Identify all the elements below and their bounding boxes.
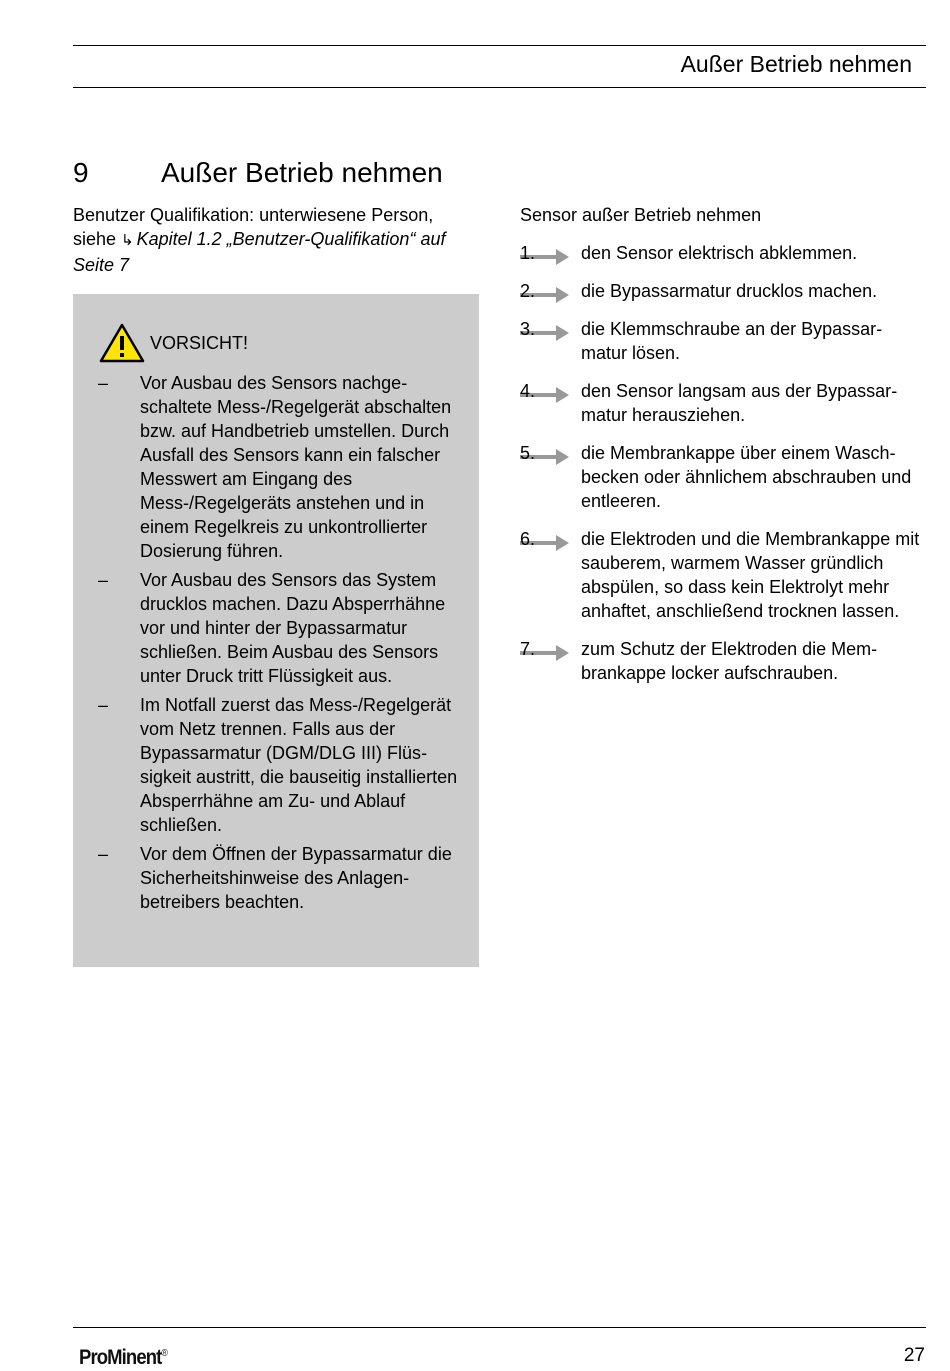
- qualification-label: Benutzer Qualifikation:: [73, 205, 255, 225]
- footer-rule: [73, 1327, 926, 1328]
- caution-item-text: Vor Ausbau des Sensors nachgeschaltete Mess-/Regelgerät abschalten bzw. auf Handbetrieb umstellen. Durch Ausfall des Sensors kann ein falscher Messwert am Eingang des Mess-/Regelgeräts anstehen und in einem Regelkreis zu unkontrollierter Dosierung führen.: [140, 373, 452, 561]
- caution-list: [73, 371, 479, 919]
- procedure-title: Sensor außer Betrieb nehmen: [520, 205, 762, 225]
- procedure-step: [520, 441, 920, 513]
- step-text: den Sensor langsam aus der Bypassarmatur herausziehen.: [581, 381, 898, 425]
- caution-item: [73, 842, 479, 914]
- procedure-step: [520, 279, 920, 303]
- header-top-rule: [73, 45, 926, 46]
- qualification-text: unterwiesene Person, siehe: [73, 205, 434, 249]
- step-text: die Klemmschraube an der Bypassarmatur lösen.: [581, 319, 883, 363]
- chapter-reference-text: Kapitel 1.2 „Benutzer-Qualifikation“ auf Seite 7: [73, 229, 446, 275]
- running-header-title: Außer Betrieb nehmen: [680, 51, 912, 77]
- chapter-number: 9: [73, 157, 89, 188]
- step-number: 4.: [520, 381, 536, 401]
- step-text: den Sensor elektrisch abklemmen.: [581, 243, 858, 263]
- step-number: 7.: [520, 639, 536, 659]
- procedure-step: [520, 317, 920, 365]
- step-number: 5.: [520, 443, 536, 463]
- link-arrow-icon: ↳: [121, 232, 134, 249]
- procedure-step: [520, 379, 920, 427]
- bullet-dash: –: [98, 373, 109, 393]
- header-bottom-rule: [73, 87, 926, 88]
- step-number: 3.: [520, 319, 536, 339]
- step-text: die Elektroden und die Membrankappe mit sauberem, warmem Wasser gründlich abspülen, so dass kein Elektrolyt mehr anhaftet, anschließend trocknen lassen.: [581, 529, 920, 621]
- step-number: 6.: [520, 529, 536, 549]
- logo-text: ProMinent: [79, 1346, 162, 1369]
- caution-item: [73, 693, 479, 837]
- caution-item-text: Vor dem Öffnen der Bypassarmatur die Sicherheitshinweise des Anlagenbetreibers beachten.: [140, 844, 452, 912]
- caution-signal-word: VORSICHT!: [150, 333, 249, 353]
- procedure-step: [520, 637, 920, 685]
- caution-box: [73, 294, 479, 967]
- page-number: 27: [903, 1345, 925, 1366]
- warning-triangle-icon: [99, 323, 145, 363]
- step-text: die Bypassarmatur drucklos machen.: [581, 281, 878, 301]
- bullet-dash: –: [98, 570, 109, 590]
- step-text: zum Schutz der Elektroden die Membrankappe locker aufschrauben.: [581, 639, 878, 683]
- chapter-reference-link[interactable]: [73, 229, 445, 275]
- caution-item: [73, 371, 479, 563]
- chapter-title: Außer Betrieb nehmen: [161, 157, 443, 188]
- step-number: 2.: [520, 281, 536, 301]
- bullet-dash: –: [98, 695, 109, 715]
- registered-mark: ®: [161, 1348, 168, 1359]
- step-text: die Membrankappe über einem Waschbecken oder ähnlichem abschrauben und entleeren.: [581, 443, 912, 511]
- caution-item: [73, 568, 479, 688]
- user-qualification: [73, 203, 479, 277]
- caution-item-text: Vor Ausbau des Sensors das System drucklos machen. Dazu Absperrhähne vor und hinter der Bypassarmatur schließen. Beim Ausbau des Sensors unter Druck tritt Flüssigkeit aus.: [140, 570, 446, 686]
- prominent-logo: [79, 1341, 168, 1371]
- bullet-dash: –: [98, 844, 109, 864]
- procedure-steps: [520, 241, 920, 699]
- procedure-step: [520, 527, 920, 623]
- caution-item-text: Im Notfall zuerst das Mess-/Regelgerät vom Netz trennen. Falls aus der Bypassarmatur (DGM/DLG III) Flüssigkeit austritt, die bauseitig installierten Absperrhähne am Zu- und Ablauf schließen.: [140, 695, 458, 835]
- step-number: 1.: [520, 243, 536, 263]
- procedure-step: [520, 241, 920, 265]
